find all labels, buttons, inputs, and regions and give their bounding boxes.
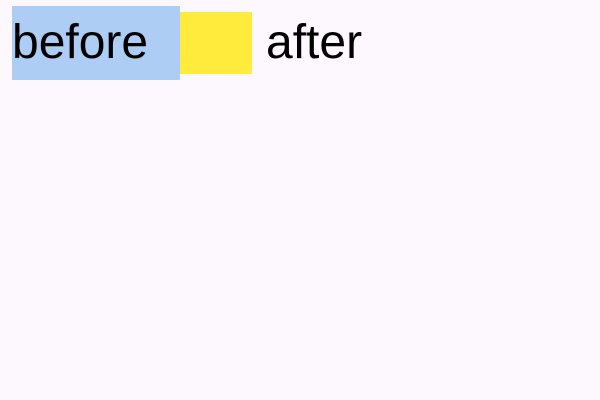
after-text: after [266, 16, 363, 69]
yellow-inline-box [180, 12, 252, 74]
inline-content-row [12, 6, 362, 80]
before-text: before [12, 6, 180, 80]
